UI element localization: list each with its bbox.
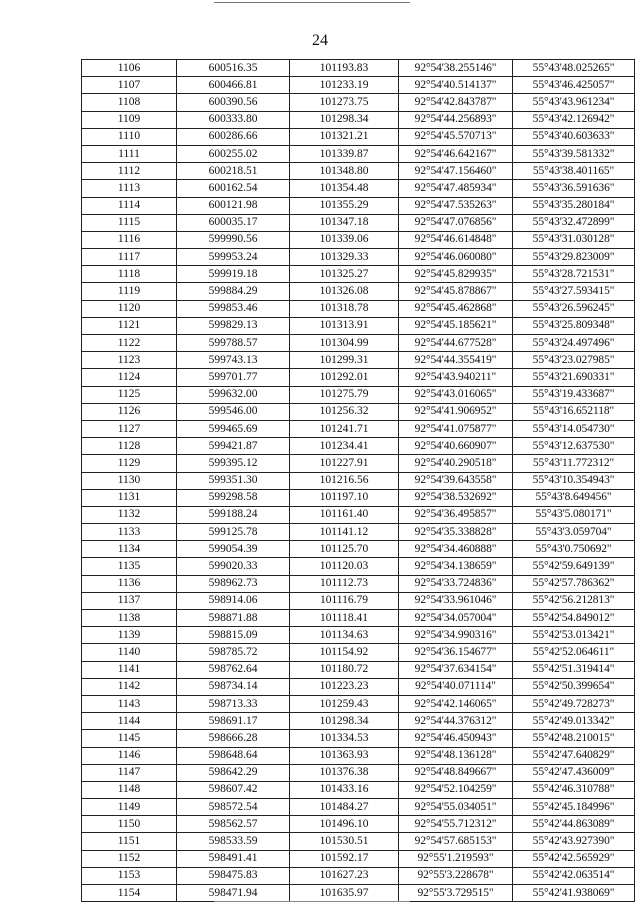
longitude-cell: 92°54'35.338828" [399, 524, 513, 541]
longitude-cell: 92°54'43.016065" [399, 386, 513, 403]
longitude-cell: 92°54'36.154677" [399, 644, 513, 661]
y-coordinate-cell: 101241.71 [290, 420, 399, 437]
y-coordinate-cell: 101161.40 [290, 506, 399, 523]
latitude-cell: 55°43'35.280184" [513, 197, 635, 214]
point-number-cell: 1120 [82, 300, 177, 317]
point-number-cell: 1147 [82, 764, 177, 781]
point-number-cell: 1112 [82, 163, 177, 180]
table-row [82, 850, 635, 867]
latitude-cell: 55°42'41.938069" [513, 885, 635, 902]
point-number-cell: 1151 [82, 833, 177, 850]
longitude-cell: 92°54'37.634154" [399, 661, 513, 678]
x-coordinate-cell: 598562.57 [177, 816, 290, 833]
point-number-cell: 1125 [82, 386, 177, 403]
latitude-cell: 55°43'19.433687" [513, 386, 635, 403]
longitude-cell: 92°54'47.076856" [399, 214, 513, 231]
x-coordinate-cell: 598691.17 [177, 713, 290, 730]
latitude-cell: 55°42'57.786362" [513, 575, 635, 592]
point-number-cell: 1121 [82, 317, 177, 334]
longitude-cell: 92°54'44.677528" [399, 335, 513, 352]
y-coordinate-cell: 101321.21 [290, 128, 399, 145]
longitude-cell: 92°55'3.228678" [399, 867, 513, 884]
coordinates-table [81, 59, 635, 902]
y-coordinate-cell: 101339.87 [290, 145, 399, 162]
point-number-cell: 1131 [82, 489, 177, 506]
y-coordinate-cell: 101275.79 [290, 386, 399, 403]
longitude-cell: 92°54'47.485934" [399, 180, 513, 197]
x-coordinate-cell: 598475.83 [177, 867, 290, 884]
x-coordinate-cell: 600390.56 [177, 94, 290, 111]
y-coordinate-cell: 101112.73 [290, 575, 399, 592]
latitude-cell: 55°43'38.401165" [513, 163, 635, 180]
point-number-cell: 1113 [82, 180, 177, 197]
x-coordinate-cell: 598713.33 [177, 695, 290, 712]
y-coordinate-cell: 101313.91 [290, 317, 399, 334]
x-coordinate-cell: 600162.54 [177, 180, 290, 197]
longitude-cell: 92°54'33.724836" [399, 575, 513, 592]
y-coordinate-cell: 101292.01 [290, 369, 399, 386]
longitude-cell: 92°54'45.570713" [399, 128, 513, 145]
y-coordinate-cell: 101592.17 [290, 850, 399, 867]
point-number-cell: 1137 [82, 592, 177, 609]
x-coordinate-cell: 599054.39 [177, 541, 290, 558]
table-row [82, 592, 635, 609]
point-number-cell: 1122 [82, 335, 177, 352]
longitude-cell: 92°54'45.829935" [399, 266, 513, 283]
table-row [82, 214, 635, 231]
x-coordinate-cell: 598666.28 [177, 730, 290, 747]
point-number-cell: 1111 [82, 145, 177, 162]
y-coordinate-cell: 101227.91 [290, 455, 399, 472]
latitude-cell: 55°43'40.603633" [513, 128, 635, 145]
point-number-cell: 1118 [82, 266, 177, 283]
latitude-cell: 55°43'46.425057" [513, 77, 635, 94]
table-row [82, 438, 635, 455]
latitude-cell: 55°43'14.054730" [513, 420, 635, 437]
x-coordinate-cell: 599020.33 [177, 558, 290, 575]
longitude-cell: 92°54'42.843787" [399, 94, 513, 111]
latitude-cell: 55°43'28.721531" [513, 266, 635, 283]
latitude-cell: 55°43'39.581332" [513, 145, 635, 162]
y-coordinate-cell: 101363.93 [290, 747, 399, 764]
table-row [82, 575, 635, 592]
longitude-cell: 92°54'41.906952" [399, 403, 513, 420]
point-number-cell: 1129 [82, 455, 177, 472]
y-coordinate-cell: 101180.72 [290, 661, 399, 678]
table-row [82, 231, 635, 248]
x-coordinate-cell: 599701.77 [177, 369, 290, 386]
x-coordinate-cell: 599125.78 [177, 524, 290, 541]
table-row [82, 661, 635, 678]
longitude-cell: 92°54'55.712312" [399, 816, 513, 833]
x-coordinate-cell: 599188.24 [177, 506, 290, 523]
point-number-cell: 1148 [82, 781, 177, 798]
table-row [82, 506, 635, 523]
longitude-cell: 92°54'34.138659" [399, 558, 513, 575]
longitude-cell: 92°54'48.849667" [399, 764, 513, 781]
point-number-cell: 1146 [82, 747, 177, 764]
x-coordinate-cell: 600121.98 [177, 197, 290, 214]
point-number-cell: 1142 [82, 678, 177, 695]
x-coordinate-cell: 599351.30 [177, 472, 290, 489]
latitude-cell: 55°43'27.593415" [513, 283, 635, 300]
y-coordinate-cell: 101118.41 [290, 610, 399, 627]
latitude-cell: 55°43'26.596245" [513, 300, 635, 317]
table-row [82, 163, 635, 180]
longitude-cell: 92°54'40.514137" [399, 77, 513, 94]
y-coordinate-cell: 101125.70 [290, 541, 399, 558]
latitude-cell: 55°42'47.436009" [513, 764, 635, 781]
point-number-cell: 1127 [82, 420, 177, 437]
table-row [82, 816, 635, 833]
latitude-cell: 55°42'52.064611" [513, 644, 635, 661]
y-coordinate-cell: 101259.43 [290, 695, 399, 712]
latitude-cell: 55°42'43.927390" [513, 833, 635, 850]
longitude-cell: 92°54'57.685153" [399, 833, 513, 850]
table-row [82, 60, 635, 77]
longitude-cell: 92°55'3.729515" [399, 885, 513, 902]
longitude-cell: 92°54'44.256893" [399, 111, 513, 128]
longitude-cell: 92°54'46.614848" [399, 231, 513, 248]
table-row [82, 249, 635, 266]
latitude-cell: 55°43'5.080171" [513, 506, 635, 523]
latitude-cell: 55°43'29.823009" [513, 249, 635, 266]
x-coordinate-cell: 600035.17 [177, 214, 290, 231]
table-row [82, 386, 635, 403]
table-row [82, 747, 635, 764]
latitude-cell: 55°42'51.319414" [513, 661, 635, 678]
x-coordinate-cell: 598572.54 [177, 799, 290, 816]
table-row [82, 180, 635, 197]
point-number-cell: 1134 [82, 541, 177, 558]
latitude-cell: 55°43'21.690331" [513, 369, 635, 386]
latitude-cell: 55°42'49.013342" [513, 713, 635, 730]
y-coordinate-cell: 101154.92 [290, 644, 399, 661]
point-number-cell: 1140 [82, 644, 177, 661]
longitude-cell: 92°54'48.136128" [399, 747, 513, 764]
coordinates-table-body [82, 60, 635, 902]
point-number-cell: 1144 [82, 713, 177, 730]
latitude-cell: 55°43'11.772312" [513, 455, 635, 472]
table-row [82, 730, 635, 747]
table-row [82, 489, 635, 506]
y-coordinate-cell: 101233.19 [290, 77, 399, 94]
point-number-cell: 1128 [82, 438, 177, 455]
bottom-divider [214, 901, 410, 902]
y-coordinate-cell: 101496.10 [290, 816, 399, 833]
y-coordinate-cell: 101299.31 [290, 352, 399, 369]
point-number-cell: 1153 [82, 867, 177, 884]
y-coordinate-cell: 101635.97 [290, 885, 399, 902]
table-row [82, 352, 635, 369]
point-number-cell: 1150 [82, 816, 177, 833]
table-row [82, 867, 635, 884]
x-coordinate-cell: 600516.35 [177, 60, 290, 77]
y-coordinate-cell: 101141.12 [290, 524, 399, 541]
y-coordinate-cell: 101326.08 [290, 283, 399, 300]
y-coordinate-cell: 101354.48 [290, 180, 399, 197]
table-row [82, 713, 635, 730]
x-coordinate-cell: 598533.59 [177, 833, 290, 850]
latitude-cell: 55°42'49.728273" [513, 695, 635, 712]
y-coordinate-cell: 101234.41 [290, 438, 399, 455]
longitude-cell: 92°54'39.643558" [399, 472, 513, 489]
y-coordinate-cell: 101355.29 [290, 197, 399, 214]
longitude-cell: 92°54'45.185621" [399, 317, 513, 334]
y-coordinate-cell: 101197.10 [290, 489, 399, 506]
latitude-cell: 55°43'32.472899" [513, 214, 635, 231]
x-coordinate-cell: 599632.00 [177, 386, 290, 403]
point-number-cell: 1114 [82, 197, 177, 214]
point-number-cell: 1123 [82, 352, 177, 369]
point-number-cell: 1138 [82, 610, 177, 627]
longitude-cell: 92°54'47.535263" [399, 197, 513, 214]
x-coordinate-cell: 598648.64 [177, 747, 290, 764]
longitude-cell: 92°54'40.660907" [399, 438, 513, 455]
latitude-cell: 55°43'25.809348" [513, 317, 635, 334]
longitude-cell: 92°55'1.219593" [399, 850, 513, 867]
y-coordinate-cell: 101318.78 [290, 300, 399, 317]
x-coordinate-cell: 598785.72 [177, 644, 290, 661]
point-number-cell: 1139 [82, 627, 177, 644]
x-coordinate-cell: 598607.42 [177, 781, 290, 798]
point-number-cell: 1145 [82, 730, 177, 747]
point-number-cell: 1154 [82, 885, 177, 902]
point-number-cell: 1135 [82, 558, 177, 575]
table-row [82, 77, 635, 94]
x-coordinate-cell: 599953.24 [177, 249, 290, 266]
point-number-cell: 1107 [82, 77, 177, 94]
point-number-cell: 1124 [82, 369, 177, 386]
table-row [82, 833, 635, 850]
longitude-cell: 92°54'34.990316" [399, 627, 513, 644]
longitude-cell: 92°54'33.961046" [399, 592, 513, 609]
longitude-cell: 92°54'40.290518" [399, 455, 513, 472]
table-row [82, 317, 635, 334]
point-number-cell: 1117 [82, 249, 177, 266]
x-coordinate-cell: 599546.00 [177, 403, 290, 420]
latitude-cell: 55°43'42.126942" [513, 111, 635, 128]
latitude-cell: 55°43'24.497496" [513, 335, 635, 352]
latitude-cell: 55°42'56.212813" [513, 592, 635, 609]
table-row [82, 283, 635, 300]
latitude-cell: 55°42'59.649139" [513, 558, 635, 575]
latitude-cell: 55°43'8.649456" [513, 489, 635, 506]
x-coordinate-cell: 598962.73 [177, 575, 290, 592]
page-number: 24 [312, 32, 328, 49]
y-coordinate-cell: 101325.27 [290, 266, 399, 283]
x-coordinate-cell: 598491.41 [177, 850, 290, 867]
longitude-cell: 92°54'47.156460" [399, 163, 513, 180]
y-coordinate-cell: 101193.83 [290, 60, 399, 77]
x-coordinate-cell: 599421.87 [177, 438, 290, 455]
table-row [82, 627, 635, 644]
point-number-cell: 1141 [82, 661, 177, 678]
longitude-cell: 92°54'38.532692" [399, 489, 513, 506]
longitude-cell: 92°54'44.376312" [399, 713, 513, 730]
longitude-cell: 92°54'52.104259" [399, 781, 513, 798]
table-row [82, 128, 635, 145]
point-number-cell: 1149 [82, 799, 177, 816]
table-row [82, 524, 635, 541]
latitude-cell: 55°43'12.637530" [513, 438, 635, 455]
y-coordinate-cell: 101298.34 [290, 111, 399, 128]
latitude-cell: 55°42'44.863089" [513, 816, 635, 833]
point-number-cell: 1133 [82, 524, 177, 541]
x-coordinate-cell: 599884.29 [177, 283, 290, 300]
x-coordinate-cell: 599829.13 [177, 317, 290, 334]
x-coordinate-cell: 600333.80 [177, 111, 290, 128]
longitude-cell: 92°54'43.940211" [399, 369, 513, 386]
x-coordinate-cell: 598815.09 [177, 627, 290, 644]
y-coordinate-cell: 101627.23 [290, 867, 399, 884]
x-coordinate-cell: 600218.51 [177, 163, 290, 180]
table-row [82, 695, 635, 712]
y-coordinate-cell: 101256.32 [290, 403, 399, 420]
point-number-cell: 1143 [82, 695, 177, 712]
point-number-cell: 1109 [82, 111, 177, 128]
latitude-cell: 55°42'50.399654" [513, 678, 635, 695]
latitude-cell: 55°42'53.013421" [513, 627, 635, 644]
top-divider [214, 2, 410, 3]
table-row [82, 197, 635, 214]
x-coordinate-cell: 600255.02 [177, 145, 290, 162]
y-coordinate-cell: 101304.99 [290, 335, 399, 352]
y-coordinate-cell: 101298.34 [290, 713, 399, 730]
x-coordinate-cell: 598914.06 [177, 592, 290, 609]
table-row [82, 472, 635, 489]
longitude-cell: 92°54'55.034051" [399, 799, 513, 816]
table-row [82, 94, 635, 111]
table-row [82, 541, 635, 558]
x-coordinate-cell: 598471.94 [177, 885, 290, 902]
point-number-cell: 1130 [82, 472, 177, 489]
table-row [82, 764, 635, 781]
latitude-cell: 55°42'42.565929" [513, 850, 635, 867]
point-number-cell: 1108 [82, 94, 177, 111]
x-coordinate-cell: 599990.56 [177, 231, 290, 248]
x-coordinate-cell: 598734.14 [177, 678, 290, 695]
x-coordinate-cell: 599743.13 [177, 352, 290, 369]
point-number-cell: 1116 [82, 231, 177, 248]
y-coordinate-cell: 101484.27 [290, 799, 399, 816]
y-coordinate-cell: 101120.03 [290, 558, 399, 575]
longitude-cell: 92°54'34.057004" [399, 610, 513, 627]
latitude-cell: 55°42'45.184996" [513, 799, 635, 816]
y-coordinate-cell: 101376.38 [290, 764, 399, 781]
y-coordinate-cell: 101530.51 [290, 833, 399, 850]
point-number-cell: 1115 [82, 214, 177, 231]
x-coordinate-cell: 599395.12 [177, 455, 290, 472]
point-number-cell: 1132 [82, 506, 177, 523]
longitude-cell: 92°54'45.462868" [399, 300, 513, 317]
table-row [82, 644, 635, 661]
y-coordinate-cell: 101433.16 [290, 781, 399, 798]
latitude-cell: 55°43'3.059704" [513, 524, 635, 541]
table-row [82, 266, 635, 283]
table-row [82, 420, 635, 437]
point-number-cell: 1119 [82, 283, 177, 300]
x-coordinate-cell: 599298.58 [177, 489, 290, 506]
x-coordinate-cell: 599788.57 [177, 335, 290, 352]
table-row [82, 610, 635, 627]
y-coordinate-cell: 101216.56 [290, 472, 399, 489]
latitude-cell: 55°42'54.849012" [513, 610, 635, 627]
latitude-cell: 55°42'46.310788" [513, 781, 635, 798]
point-number-cell: 1106 [82, 60, 177, 77]
point-number-cell: 1126 [82, 403, 177, 420]
x-coordinate-cell: 599853.46 [177, 300, 290, 317]
longitude-cell: 92°54'46.060080" [399, 249, 513, 266]
latitude-cell: 55°43'43.961234" [513, 94, 635, 111]
y-coordinate-cell: 101347.18 [290, 214, 399, 231]
latitude-cell: 55°43'36.591636" [513, 180, 635, 197]
y-coordinate-cell: 101329.33 [290, 249, 399, 266]
table-row [82, 799, 635, 816]
latitude-cell: 55°42'48.210015" [513, 730, 635, 747]
x-coordinate-cell: 600466.81 [177, 77, 290, 94]
y-coordinate-cell: 101273.75 [290, 94, 399, 111]
x-coordinate-cell: 599919.18 [177, 266, 290, 283]
latitude-cell: 55°43'10.354943" [513, 472, 635, 489]
y-coordinate-cell: 101348.80 [290, 163, 399, 180]
x-coordinate-cell: 598871.88 [177, 610, 290, 627]
table-row [82, 300, 635, 317]
latitude-cell: 55°43'48.025265" [513, 60, 635, 77]
x-coordinate-cell: 598642.29 [177, 764, 290, 781]
latitude-cell: 55°42'42.063514" [513, 867, 635, 884]
table-row [82, 885, 635, 902]
y-coordinate-cell: 101223.23 [290, 678, 399, 695]
x-coordinate-cell: 600286.66 [177, 128, 290, 145]
table-row [82, 678, 635, 695]
table-row [82, 558, 635, 575]
longitude-cell: 92°54'41.075877" [399, 420, 513, 437]
latitude-cell: 55°42'47.640829" [513, 747, 635, 764]
longitude-cell: 92°54'46.450943" [399, 730, 513, 747]
longitude-cell: 92°54'36.495857" [399, 506, 513, 523]
latitude-cell: 55°43'31.030128" [513, 231, 635, 248]
longitude-cell: 92°54'45.878867" [399, 283, 513, 300]
longitude-cell: 92°54'42.146065" [399, 695, 513, 712]
latitude-cell: 55°43'23.027985" [513, 352, 635, 369]
table-row [82, 335, 635, 352]
longitude-cell: 92°54'40.071114" [399, 678, 513, 695]
y-coordinate-cell: 101134.63 [290, 627, 399, 644]
y-coordinate-cell: 101339.06 [290, 231, 399, 248]
table-row [82, 455, 635, 472]
longitude-cell: 92°54'44.355419" [399, 352, 513, 369]
table-row [82, 145, 635, 162]
longitude-cell: 92°54'38.255146" [399, 60, 513, 77]
longitude-cell: 92°54'34.460888" [399, 541, 513, 558]
y-coordinate-cell: 101116.79 [290, 592, 399, 609]
y-coordinate-cell: 101334.53 [290, 730, 399, 747]
latitude-cell: 55°43'0.750692" [513, 541, 635, 558]
point-number-cell: 1136 [82, 575, 177, 592]
table-row [82, 111, 635, 128]
longitude-cell: 92°54'46.642167" [399, 145, 513, 162]
point-number-cell: 1152 [82, 850, 177, 867]
x-coordinate-cell: 599465.69 [177, 420, 290, 437]
latitude-cell: 55°43'16.652118" [513, 403, 635, 420]
point-number-cell: 1110 [82, 128, 177, 145]
table-row [82, 403, 635, 420]
table-row [82, 781, 635, 798]
table-row [82, 369, 635, 386]
x-coordinate-cell: 598762.64 [177, 661, 290, 678]
